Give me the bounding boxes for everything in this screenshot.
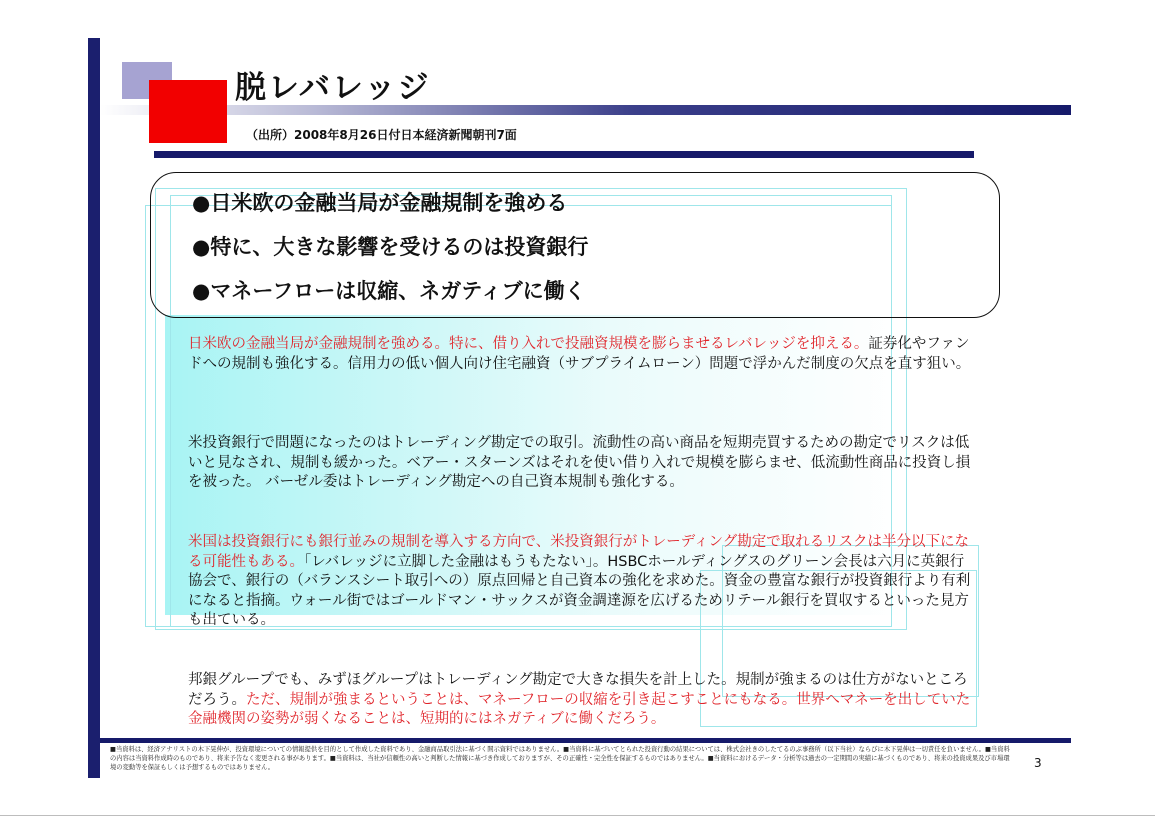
paragraph-red-text: ただ、規制が強まるということは、マネーフローの収縮を引き起こすことにもなる。世界へマネーを出していた金融機関の姿勢が弱くなることは、短期的にはネガティブに働くだろう。: [188, 691, 971, 727]
paragraph-2: [188, 434, 978, 493]
summary-bullet: ●マネーフローは収縮、ネガティブに働く: [192, 279, 586, 303]
paragraph-text: 米投資銀行で問題になったのはトレーディング勘定での取引。流動性の高い商品を短期売買するための勘定でリスクは低いと見なされ、規制も緩かった。ベアー・スターンズはそれを使い借り入れで規模を膨らませ、低流動性商品に投資し損を被った。 バーゼル委はトレーディング勘定への自己資本規制も強化する。: [188, 435, 971, 490]
page-divider: [0, 815, 1155, 816]
footer-navy-band: [100, 738, 1071, 743]
page-number: 3: [1034, 756, 1042, 770]
paragraph-text: 証券化やファンドへの規制も強化する。信用力の低い個人向け住宅融資（サブプライムローン）問題で浮かんだ制度の欠点を直す狙い。: [188, 336, 971, 372]
disclaimer-text: ■当資料は、経済アナリストの木下晃伸が、投資環境についての情報提供を目的として作成した資料であり、金融商品取引法に基づく開示資料ではありません。■当資料に基づいてとられた投資行動の結果については、株式会社きのしたてるのぶ事務所（以下当社）ならびに木下晃伸は一切責任を負いません。■当資料の内容は当資料作成時のものであり、将来予告なく変更される事があります。■当資料は、当社が信頼性の高いと判断した情報に基づき作成しておりますが、その正確性・完全性を保証するものではありません。■当資料におけるデータ・分析等は過去の一定期間の実績に基づくものであり、将来の投資成果及び市場環境の変動等を保証もしくは予想するものではありません。: [110, 746, 1010, 771]
paragraph-text: 「レバレッジに立脚した金融はもうもたない」。HSBCホールディングスのグリーン会長は六月に英銀行協会で、銀行の（バランスシート取引への）原点回帰と自己資本の強化を求めた。資金の豊富な銀行が投資銀行より有利になると指摘。ウォール街ではゴールドマン・サックスが資金調達源を広げるためリテール銀行を買収するといった見方も出ている。: [188, 553, 971, 628]
paragraph-text: 邦銀グループでも、みずほグループはトレーディング勘定で大きな損失を計上した。規制が強まるのは仕方がないところだろう。: [188, 672, 968, 708]
paragraph-red-text: 日米欧の金融当局が金融規制を強める。特に、借り入れで投融資規模を膨らませるレバレッジを抑える。: [188, 336, 869, 352]
left-navy-bar: [88, 38, 100, 778]
red-square-decoration: [149, 80, 227, 143]
slide-title: 脱レバレッジ: [235, 70, 431, 106]
summary-bullet: ●日米欧の金融当局が金融規制を強める: [192, 191, 568, 215]
source-underline-rule: [154, 151, 974, 158]
paragraph-red-text: 米国は投資銀行にも銀行並みの規制を導入する方向で、米投資銀行がトレーディング勘定で取れるリスクは半分以下になる可能性もある。: [188, 534, 969, 570]
paragraph-4: [188, 671, 978, 730]
paragraph-3: [188, 533, 978, 631]
paragraph-1: [188, 335, 978, 374]
summary-bullet: ●特に、大きな影響を受けるのは投資銀行: [192, 235, 589, 259]
source-citation: （出所）2008年8月26日付日本経済新聞朝刊7面: [246, 128, 517, 142]
